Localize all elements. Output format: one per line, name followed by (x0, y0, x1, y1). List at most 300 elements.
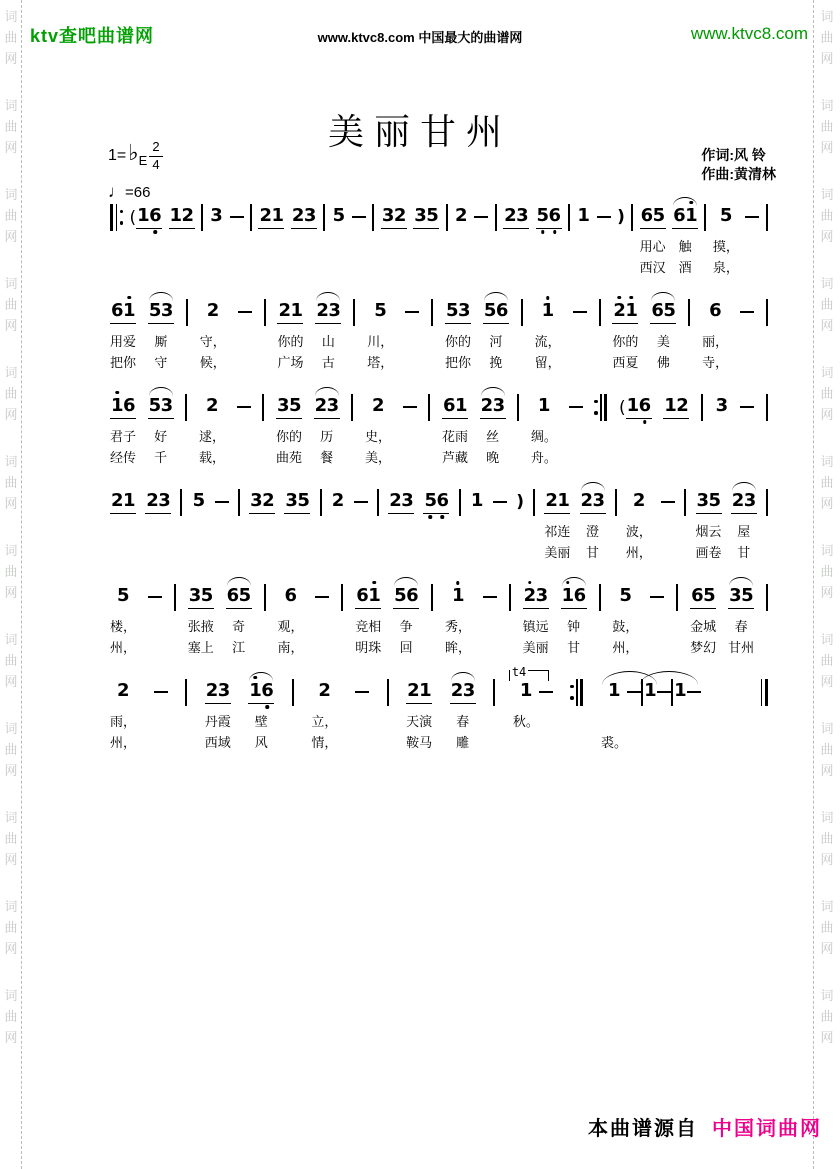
site-url-link[interactable]: www.ktvc8.com (690, 24, 808, 43)
note-cell (513, 673, 539, 753)
note-digits (544, 491, 570, 514)
music-system (110, 388, 768, 468)
barline (701, 388, 703, 468)
note-row (740, 388, 754, 426)
lyric-line2: 守 (154, 355, 168, 370)
note-digit: 5 (483, 299, 497, 321)
note-group (672, 206, 698, 229)
volta-group (511, 665, 553, 753)
note-row (454, 198, 468, 236)
watermark-char: 曲 (4, 297, 18, 312)
note-row (483, 578, 497, 616)
watermark-char: 网 (4, 407, 18, 422)
note-group (110, 396, 136, 419)
watermark-char: 词 (820, 276, 834, 291)
watermark-group (4, 718, 17, 781)
barline-glyph (428, 394, 430, 421)
octave-dot-below (541, 230, 545, 234)
octave-dot-below (441, 515, 445, 519)
note-digit: 2 (480, 394, 494, 416)
note-digit: 6 (149, 206, 161, 226)
note-digits (145, 491, 171, 514)
credits-block (701, 146, 776, 184)
note-row (673, 673, 687, 711)
note-group (291, 206, 317, 229)
symbol-text: ) (617, 207, 625, 227)
note-digit: 6 (691, 584, 704, 606)
note-group (388, 491, 414, 514)
 (761, 679, 763, 706)
note-row (684, 483, 686, 521)
lyric-line1: 秋。 (512, 714, 539, 729)
repeat-end-icon (570, 679, 583, 706)
note-digit: 1 (577, 205, 590, 226)
note-row (541, 293, 555, 331)
note-digit: 5 (741, 584, 754, 606)
lyric-line1: 君子 (110, 429, 137, 444)
note-digits (607, 681, 621, 703)
volta-label: t4 (511, 665, 527, 679)
left-watermark-rail (2, 0, 20, 1169)
note-digit: 3 (160, 299, 174, 321)
watermark-char: 曲 (4, 742, 18, 757)
octave-dot-below (643, 420, 647, 424)
note-cell (129, 198, 162, 278)
note-digits (451, 586, 465, 608)
note-row (372, 198, 374, 236)
octave-dot-above (127, 296, 131, 300)
dash-cell (237, 388, 251, 468)
note-row (617, 198, 625, 236)
barline-glyph (766, 204, 768, 231)
duration-dash (154, 691, 168, 693)
lyric-line2: 州， (110, 735, 137, 750)
barline (495, 198, 497, 278)
note-row (315, 293, 341, 331)
slur-arc (227, 577, 251, 586)
note-digits (249, 491, 275, 514)
lyric-line1: 逑， (198, 429, 225, 444)
note-cell (445, 578, 471, 658)
note-row (650, 578, 664, 616)
note-row (731, 483, 757, 521)
note-row (154, 673, 168, 711)
note-row (291, 198, 317, 236)
dash-cell (238, 293, 252, 373)
ending-group (601, 673, 701, 753)
barline (174, 578, 176, 658)
note-group (381, 206, 407, 229)
duration-dash (661, 501, 675, 503)
barline (341, 578, 343, 658)
key-prefix: 1= (108, 147, 127, 164)
note-row (503, 198, 529, 236)
note-group (148, 301, 174, 324)
slur-arc (451, 672, 475, 681)
barline (684, 483, 686, 563)
watermark-char: 词 (820, 454, 834, 469)
slur-arc (673, 197, 697, 206)
duration-dash (597, 216, 611, 218)
note-digit: 3 (457, 299, 471, 321)
lyric-line1: 好 (154, 429, 168, 444)
note-group (576, 206, 590, 228)
open-paren: ( (129, 207, 137, 228)
flat-icon: ♭ (128, 140, 139, 165)
 (604, 394, 607, 421)
lyric-line1: 奇 (232, 619, 246, 634)
watermark-char: 曲 (4, 920, 18, 935)
key-signature-block (108, 140, 163, 202)
barline-glyph (533, 489, 535, 516)
lyric-line2: 佛 (656, 355, 670, 370)
note-cell (381, 198, 407, 278)
note-cell (110, 293, 136, 373)
note-row (341, 578, 343, 616)
note-cell (276, 388, 302, 468)
watermark-char: 曲 (4, 1009, 18, 1024)
note-group (470, 491, 484, 513)
note-group (110, 491, 136, 514)
watermark-group (4, 629, 17, 692)
slur-arc (651, 292, 675, 301)
note-digit: 3 (158, 489, 171, 511)
note-row (627, 673, 641, 711)
note-digits (284, 491, 310, 514)
source-site-link[interactable]: 中国词曲网 (712, 1118, 822, 1140)
note-row (474, 198, 488, 236)
right-watermark-rail (818, 0, 836, 1169)
watermark-group (4, 540, 17, 603)
watermark-char: 网 (820, 941, 834, 956)
lyric-line2: 舟。 (530, 450, 557, 465)
lyric-line2: 留， (534, 355, 561, 370)
note-group (283, 586, 297, 608)
music-system (110, 665, 768, 753)
note-row (740, 293, 754, 331)
 (765, 679, 768, 706)
note-row (657, 673, 671, 711)
note-row (110, 293, 136, 331)
note-group (536, 206, 562, 229)
note-row (688, 293, 690, 331)
watermark-char: 网 (820, 140, 834, 155)
note-digits (314, 396, 340, 419)
note-cell (148, 388, 174, 468)
note-digits (663, 396, 689, 419)
barline (351, 388, 353, 468)
watermark-group (820, 273, 833, 336)
note-digit: 2 (206, 300, 220, 321)
barline (517, 388, 519, 468)
duration-dash (238, 311, 252, 313)
note-row (580, 483, 606, 521)
lyric-line1: 屋 (737, 524, 751, 539)
dash-cell (573, 293, 587, 373)
note-row (238, 483, 240, 521)
dash-cell (687, 673, 701, 753)
note-digit: 5 (708, 489, 722, 511)
note-digits (731, 491, 757, 514)
octave-dot-below (153, 230, 157, 234)
note-digit: 1 (271, 204, 284, 226)
barline-glyph (372, 204, 374, 231)
note-cell (205, 673, 231, 753)
note-digits (277, 301, 303, 324)
octave-dot-above (115, 391, 119, 395)
note-row (495, 198, 497, 236)
note-cell (672, 198, 698, 278)
note-digit: 1 (452, 586, 464, 606)
lyric-line2: 情， (311, 735, 338, 750)
lyric-line1: 春 (734, 619, 748, 634)
watermark-group (4, 184, 17, 247)
time-bottom: 4 (152, 156, 160, 172)
note-digits (188, 586, 214, 609)
quarter-note-icon: ♩ (108, 182, 125, 201)
watermark-char: 网 (4, 496, 18, 511)
lyric-line1: 雨， (110, 714, 137, 729)
key-letter: E (138, 152, 148, 168)
note-row (238, 293, 252, 331)
note-digits (632, 491, 646, 513)
watermark-group (820, 362, 833, 425)
barline (387, 673, 389, 753)
site-logo-link[interactable]: ktv查吧曲谱网 (30, 26, 155, 46)
lyric-line2: 美丽 (522, 640, 549, 655)
symbol-text: ) (516, 492, 524, 512)
note-digit: 6 (639, 396, 651, 416)
octave-dot-above (528, 581, 532, 585)
note-row (148, 578, 162, 616)
barline (493, 673, 495, 753)
note-row (663, 388, 689, 426)
barline (180, 483, 182, 563)
note-digit: 3 (285, 489, 298, 511)
watermark-char: 词 (4, 810, 18, 825)
note-row (597, 198, 611, 236)
note-group (116, 681, 130, 703)
note-digits (192, 491, 206, 513)
note-group (454, 206, 468, 228)
note-digit: 2 (259, 204, 272, 226)
watermark-char: 词 (4, 187, 18, 202)
lyric-line1: 金城 (690, 619, 717, 634)
watermark-group (820, 896, 833, 959)
lyric-line1: 触 (678, 239, 692, 254)
barline-glyph (180, 489, 182, 516)
slur-arc (394, 577, 418, 586)
note-row (523, 578, 549, 616)
lyric-line2: 眸， (444, 640, 471, 655)
note-row (331, 483, 345, 521)
note-digits (690, 586, 716, 609)
watermark-char: 网 (820, 318, 834, 333)
barline-glyph (185, 394, 187, 421)
watermark-char: 网 (4, 140, 18, 155)
barline-glyph (766, 299, 768, 326)
lyric-line2: 江 (232, 640, 246, 655)
note-cell (110, 578, 136, 658)
barline-glyph (701, 394, 703, 421)
note-row (480, 388, 506, 426)
lyric-line2: 风 (254, 735, 268, 750)
note-digit: 3 (414, 204, 427, 226)
barline-glyph (201, 204, 203, 231)
lyric-line1: 你的 (275, 429, 302, 444)
note-digits (413, 206, 439, 229)
note-row (148, 388, 174, 426)
note-cell (331, 483, 345, 563)
note-row (116, 673, 130, 711)
note-row (226, 578, 252, 616)
watermark-char: 网 (4, 51, 18, 66)
note-digit: 6 (651, 299, 664, 321)
watermark-char: 词 (4, 632, 18, 647)
slur-arc (562, 577, 586, 586)
watermark-char: 词 (4, 9, 18, 24)
note-cell (226, 578, 252, 658)
lyric-line1: 立， (311, 714, 338, 729)
note-digit: 1 (685, 206, 697, 226)
note-digit: 6 (123, 394, 136, 416)
barline (688, 293, 690, 373)
barline-glyph (264, 299, 266, 326)
note-row (704, 198, 706, 236)
note-group (618, 586, 632, 608)
watermark-char: 词 (4, 899, 18, 914)
barline-glyph (446, 204, 448, 231)
barline (431, 293, 433, 373)
watermark-char: 曲 (820, 475, 834, 490)
note-digits (576, 206, 590, 228)
 (580, 679, 583, 706)
watermark-char: 曲 (820, 297, 834, 312)
note-cell (192, 483, 206, 563)
barline-glyph (250, 204, 252, 231)
note-row (612, 293, 638, 331)
duration-dash (352, 216, 366, 218)
watermark-char: 网 (820, 229, 834, 244)
lyric-line2: 南， (277, 640, 304, 655)
note-digits (696, 491, 722, 514)
note-row (405, 293, 419, 331)
note-row (215, 483, 229, 521)
note-group (413, 206, 439, 229)
note-digit: 2 (205, 395, 219, 416)
watermark-char: 网 (4, 1030, 18, 1045)
note-row (110, 388, 136, 426)
note-cell (314, 388, 340, 468)
watermark-char: 词 (4, 98, 18, 113)
note-row (169, 198, 195, 236)
note-digit: 5 (537, 206, 549, 226)
lyric-line2: 明珠 (355, 640, 382, 655)
note-digit: 2 (613, 301, 625, 321)
barline-glyph (599, 299, 601, 326)
barline-glyph (320, 489, 322, 516)
note-row (442, 388, 468, 426)
note-row (332, 198, 346, 236)
note-digit: 1 (664, 394, 677, 416)
watermark-char: 网 (820, 496, 834, 511)
note-group (169, 206, 195, 229)
lyric-line1: 流， (534, 334, 561, 349)
note-digits (206, 301, 220, 323)
lyric-line1: 鼓， (612, 619, 639, 634)
note-row (284, 483, 310, 521)
dash-cell (154, 673, 168, 753)
watermark-char: 网 (820, 407, 834, 422)
barline (264, 293, 266, 373)
watermark-char: 曲 (820, 1009, 834, 1024)
dash-cell (405, 293, 419, 373)
watermark-char: 词 (4, 276, 18, 291)
note-row (205, 388, 219, 426)
note-digits (650, 301, 676, 324)
note-row (406, 673, 432, 711)
note-row (185, 673, 187, 711)
watermark-char: 曲 (820, 831, 834, 846)
note-cell (110, 673, 136, 753)
lyric-line2: 西夏 (612, 355, 639, 370)
dash-cell (315, 578, 329, 658)
note-digit: 1 (137, 204, 150, 226)
barline (238, 483, 240, 563)
note-digit: 1 (454, 394, 468, 416)
note-row (561, 578, 587, 616)
dash-cell (355, 673, 369, 753)
lyricist-credit: 作词:风 铃 (701, 147, 766, 163)
note-digit: 2 (262, 489, 275, 511)
note-row (315, 578, 329, 616)
lyric-line1: 丝 (486, 429, 500, 444)
note-digit: 3 (592, 489, 606, 511)
note-digits (454, 206, 468, 228)
watermark-group (820, 718, 833, 781)
watermark-group (820, 540, 833, 603)
note-row (174, 578, 176, 616)
note-cell (626, 483, 652, 563)
duration-dash (740, 406, 754, 408)
note-group (248, 681, 274, 704)
note-row (715, 388, 729, 426)
barline-glyph (493, 679, 495, 706)
music-system (110, 483, 768, 563)
note-digit: 1 (123, 301, 135, 321)
note-row (258, 198, 284, 236)
barline (704, 198, 706, 278)
note-digit: 5 (619, 585, 632, 606)
note-group (284, 491, 310, 514)
note-cell (531, 388, 557, 468)
note-digit: 3 (381, 204, 395, 226)
repeat-end (594, 388, 607, 468)
note-group (719, 206, 733, 228)
tempo-value: =66 (125, 184, 151, 201)
note-group (580, 491, 606, 514)
note-row (145, 483, 171, 521)
note-row (676, 578, 678, 616)
final-barline (758, 673, 768, 753)
note-digits (519, 681, 533, 703)
note-cell (643, 673, 657, 753)
watermark-char: 曲 (820, 119, 834, 134)
symbol-cell (516, 483, 524, 563)
symbol-cell (617, 198, 625, 278)
watermark-char: 曲 (820, 386, 834, 401)
watermark-char: 曲 (4, 831, 18, 846)
